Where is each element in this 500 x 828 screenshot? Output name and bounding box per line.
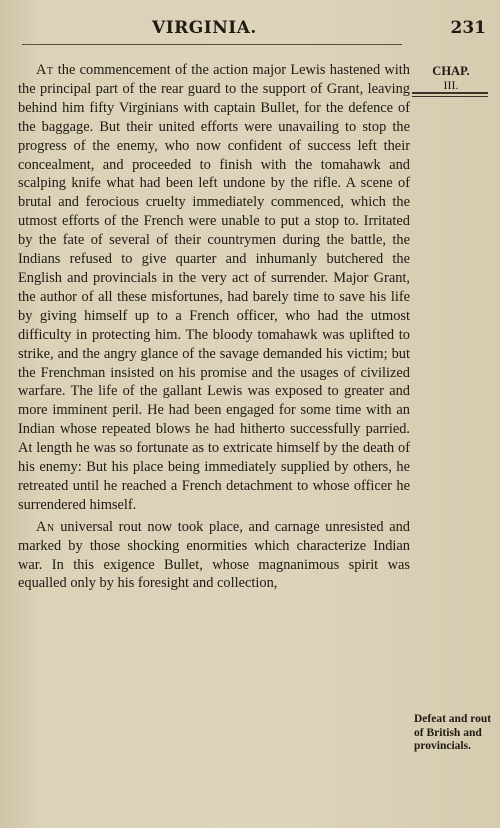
chapter-sidenote [416,64,486,92]
running-title: VIRGINIA. [152,18,257,38]
page-number: 231 [450,18,486,38]
paragraph-1-text: the commencement of the action major Lewis hastened with the principal part of the rear guard to the support of Grant, leaving behind him fifty Virginians with captain Bullet, for the defence of the baggage. But their united efforts were unavailing to stop the progress of the enemy, who now confident of success left their concealment, and proceeded to finish with the tomahawk and scalping knife what had been left undone by the rifle. A scene of brutal and ferocious cruelty immediately commenced, which the utmost efforts of the French were unable to put a stop to. Irritated by the fate of several of their countrymen during the battle, the Indians refused to give quarter and inhumanly butchered the English and provincials in the very act of surrender. Major Grant, the author of all these misfortunes, had barely time to save his life by giving himself up to a French officer, who had the utmost difficulty in protecting him. The bloody tomahawk was uplifted to strike, and the angry glance of the savage demanded his victim; but the Frenchman insisted on his promise and the usages of civilized warfare. The life of the gallant Lewis was exposed to greater and more imminent peril. He had been engaged for some time with an Indian whose repeated blows he had hitherto successfully parried. At length he was so fortunate as to extricate himself by the death of his enemy: But his place being immediately supplied by others, he retreated until he reached a French detachment to whose officer he surrendered himself. [18,62,410,513]
defeat-sidenote: Defeat and rout of British and provincials. [414,713,492,752]
paragraph-2-lead: An [36,518,55,535]
paragraph-1 [18,61,410,515]
paragraph-2 [18,518,410,594]
chapter-label: CHAP. [432,64,470,78]
paragraph-1-lead: At [36,62,54,78]
header-rule [22,44,402,45]
main-text [18,61,410,593]
paragraph-2-text: universal rout now took place, and carnage unresisted and marked by those shocking enormities which characterize Indian war. In this exigence Bullet, whose magnanimous spirit was equalled only by his foresight and collection, [18,518,410,592]
chapter-number: III. [443,78,459,92]
chapter-sidenote-rule [412,92,488,97]
